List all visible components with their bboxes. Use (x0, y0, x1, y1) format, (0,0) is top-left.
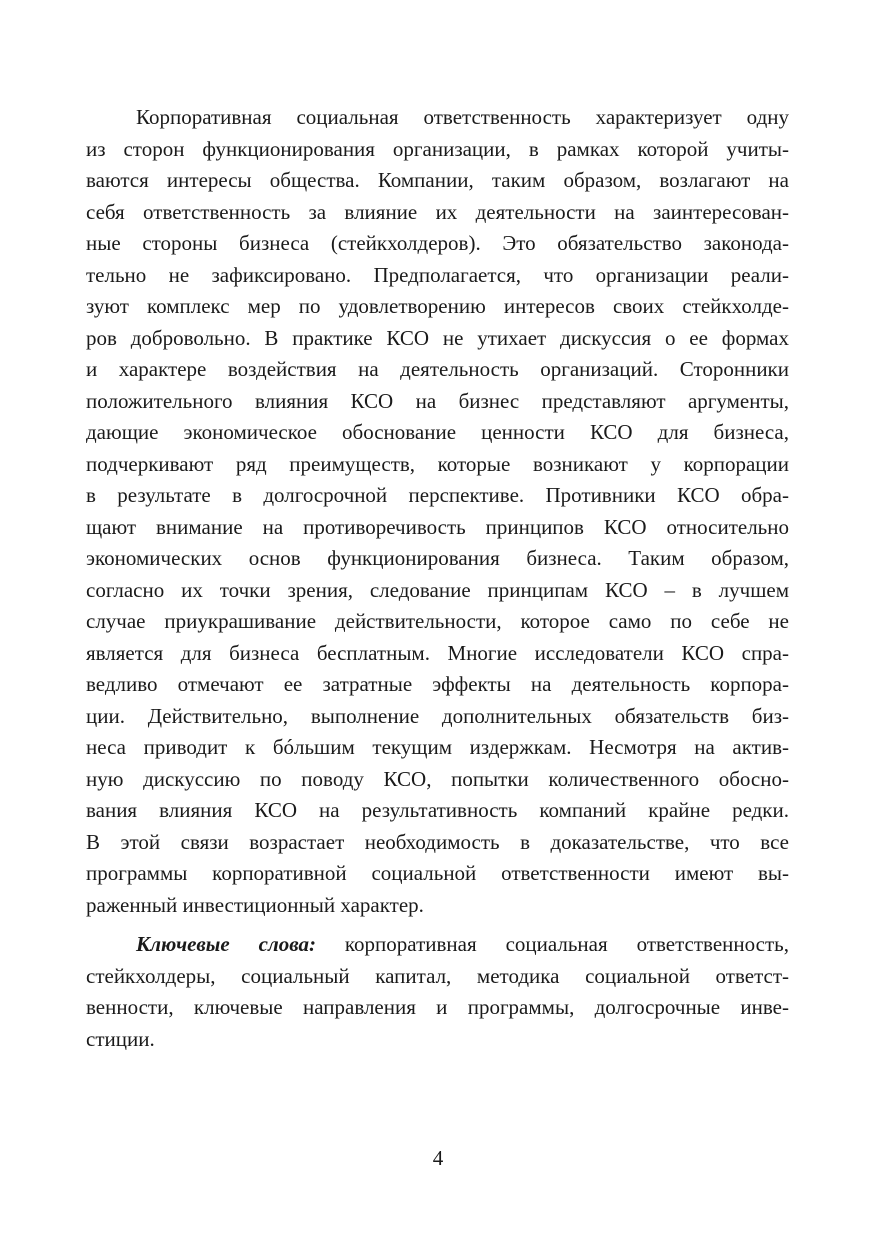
abstract-line: себя ответственность за влияние их деятельности на заинтересован- (86, 199, 789, 224)
abstract-line: ров добровольно. В практике КСО не утихает дискуссия о ее формах (86, 325, 789, 350)
keywords-paragraph (86, 929, 789, 1055)
abstract-line: вания влияния КСО на результативность компаний крайне редки. (86, 798, 789, 822)
abstract-line: случае приукрашивание действительности, которое само по себе не (86, 609, 789, 633)
abstract-line: В этой связи возрастает необходимость в доказательстве, что все (86, 829, 789, 854)
abstract-line: и характере воздействия на деятельность организаций. Сторонники (86, 357, 789, 381)
abstract-line: ную дискуссию по поводу КСО, попытки количественного обосно- (86, 766, 789, 791)
keywords-line: стейкхолдеры, социальный капитал, методика социальной ответст- (86, 963, 789, 988)
abstract-line: экономических основ функционирования бизнеса. Таким образом, (86, 546, 789, 570)
keywords-label: Ключевые слова: (136, 932, 316, 956)
abstract-line: положительного влияния КСО на бизнес представляют аргументы, (86, 388, 789, 413)
abstract-line: щают внимание на противоречивость принципов КСО относительно (86, 514, 789, 539)
abstract-line: в результате в долгосрочной перспективе. Противники КСО обра- (86, 483, 789, 507)
keywords-line: стиции. (86, 1026, 155, 1051)
abstract-line: неса приводит к бóльшим текущим издержкам. Несмотря на актив- (86, 735, 789, 759)
page-number: 4 (432, 1146, 444, 1170)
abstract-paragraph (86, 102, 789, 921)
abstract-line: Корпоративная социальная ответственность характеризует одну (136, 105, 789, 129)
abstract-line: зуют комплекс мер по удовлетворению интересов своих стейкхолде- (86, 294, 789, 318)
abstract-line: программы корпоративной социальной ответственности имеют вы- (86, 861, 789, 885)
abstract-line: тельно не зафиксировано. Предполагается, что организации реали- (86, 262, 789, 287)
abstract-line: из сторон функционирования организации, в рамках которой учиты- (86, 136, 789, 161)
keywords-line: венности, ключевые направления и программы, долгосрочные инве- (86, 995, 789, 1019)
abstract-line: ваются интересы общества. Компании, таким образом, возлагают на (86, 168, 789, 192)
abstract-line: ные стороны бизнеса (стейкхолдеров). Это обязательство законода- (86, 231, 789, 255)
abstract-line: согласно их точки зрения, следование принципам КСО – в лучшем (86, 577, 789, 602)
abstract-line: раженный инвестиционный характер. (86, 892, 424, 917)
abstract-line: является для бизнеса бесплатным. Многие исследователи КСО спра- (86, 640, 789, 665)
abstract-line: подчеркивают ряд преимуществ, которые возникают у корпорации (86, 451, 789, 476)
keywords-first-line (86, 929, 789, 961)
keywords-text: корпоративная социальная ответственность, (315, 932, 789, 956)
abstract-line: ции. Действительно, выполнение дополнительных обязательств биз- (86, 703, 789, 728)
abstract-line: дающие экономическое обоснование ценности КСО для бизнеса, (86, 420, 789, 444)
abstract-line: ведливо отмечают ее затратные эффекты на деятельность корпора- (86, 672, 789, 696)
